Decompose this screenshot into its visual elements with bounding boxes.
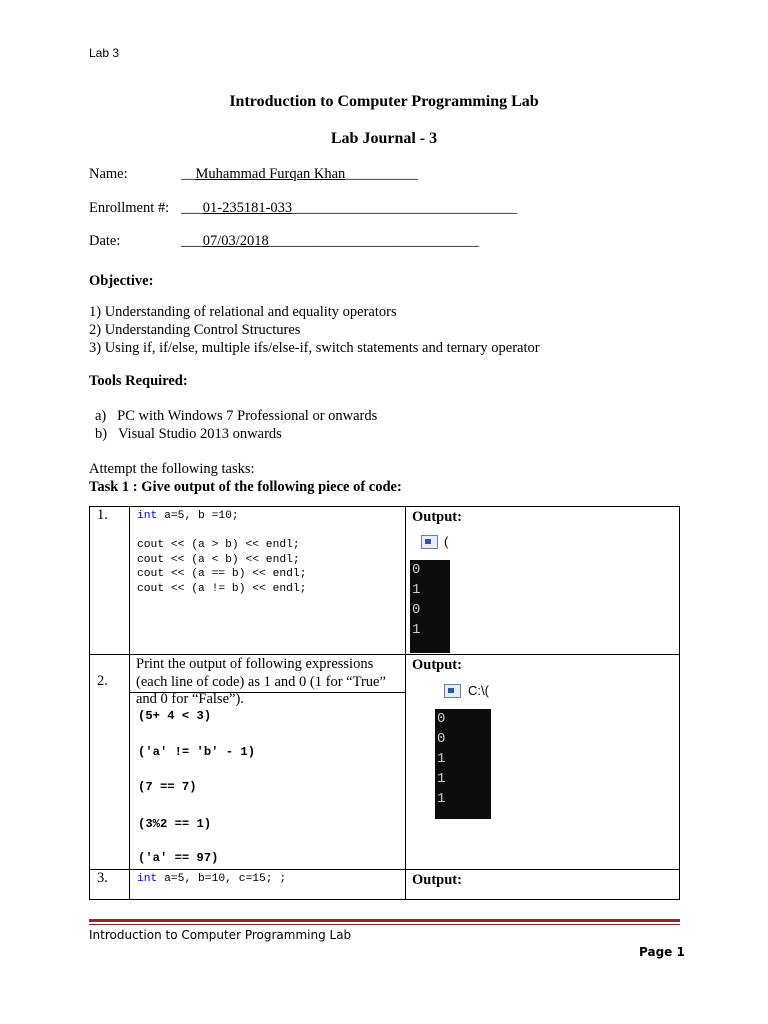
code-line: cout << (a > b) << endl; bbox=[137, 539, 300, 551]
enrollment-suffix: _______________________________ bbox=[292, 200, 517, 216]
task-row-2 bbox=[90, 655, 680, 870]
expression: ('a' != 'b' - 1) bbox=[138, 745, 256, 759]
objective-item: 2) Understanding Control Structures bbox=[89, 322, 301, 338]
tools-item: a) PC with Windows 7 Professional or onwards bbox=[95, 408, 378, 424]
tools-list bbox=[95, 407, 377, 443]
expression: (3%2 == 1) bbox=[138, 817, 212, 831]
footer-divider bbox=[89, 919, 680, 922]
task2-content bbox=[130, 655, 406, 870]
console-line: 0 bbox=[412, 602, 421, 618]
console-line: 1 bbox=[412, 582, 421, 598]
task2-output-cell bbox=[406, 655, 680, 870]
console-line: 1 bbox=[437, 751, 446, 767]
task-row-3 bbox=[90, 870, 680, 900]
output-label: Output: bbox=[412, 657, 462, 673]
task1-heading: Task 1 : Give output of the following piece of code: bbox=[89, 479, 402, 495]
code-line: cout << (a == b) << endl; bbox=[137, 568, 307, 580]
console-title: ( bbox=[444, 534, 449, 549]
console-line: 1 bbox=[437, 791, 446, 807]
console-line: 0 bbox=[437, 731, 446, 747]
tools-item: b) Visual Studio 2013 onwards bbox=[95, 426, 282, 442]
task1-code bbox=[130, 507, 406, 655]
name-suffix: __________ bbox=[345, 166, 418, 182]
output-label: Output: bbox=[412, 509, 462, 525]
date-field bbox=[89, 233, 479, 250]
code-declaration: a=5, b=10, c=15; ; bbox=[157, 873, 287, 885]
console-line: 1 bbox=[412, 622, 421, 638]
code-line: cout << (a != b) << endl; bbox=[137, 582, 307, 595]
header-lab-label: Lab 3 bbox=[89, 46, 120, 60]
console-line: 1 bbox=[437, 771, 446, 787]
code-keyword: int bbox=[137, 873, 158, 885]
output-label: Output: bbox=[412, 872, 462, 888]
footer-divider-thin bbox=[89, 924, 680, 925]
console-title: C:\( bbox=[468, 683, 489, 698]
console-line: 0 bbox=[437, 711, 446, 727]
task3-output-cell bbox=[406, 870, 680, 900]
enrollment-prefix: ___ bbox=[181, 200, 203, 216]
date-value: 07/03/2018 bbox=[202, 233, 269, 249]
task-number: 3. bbox=[90, 870, 130, 900]
task-row-1 bbox=[90, 507, 680, 655]
document-title: Introduction to Computer Programming Lab bbox=[229, 93, 539, 110]
objective-heading: Objective: bbox=[89, 273, 154, 289]
date-prefix: ___ bbox=[181, 233, 203, 249]
console-line: 0 bbox=[412, 562, 421, 578]
attempt-text: Attempt the following tasks: bbox=[89, 461, 255, 477]
tasks-table bbox=[89, 506, 680, 900]
page-number: Page 1 bbox=[639, 945, 685, 959]
description-line: Print the output of following expressions bbox=[136, 656, 374, 672]
console-output bbox=[435, 709, 491, 819]
console-window-icon bbox=[421, 535, 438, 549]
expression: (7 == 7) bbox=[138, 780, 197, 794]
name-value: Muhammad Furqan Khan bbox=[195, 166, 346, 182]
task2-description bbox=[130, 655, 405, 707]
console-window-icon bbox=[444, 684, 461, 698]
name-field bbox=[89, 166, 418, 183]
objective-item: 1) Understanding of relational and equality operators bbox=[89, 304, 397, 320]
date-label: Date: bbox=[89, 233, 121, 249]
task-number: 2. bbox=[90, 655, 130, 870]
code-keyword: int bbox=[137, 510, 158, 522]
task-number: 1. bbox=[90, 507, 130, 655]
enrollment-label: Enrollment #: bbox=[89, 200, 170, 216]
footer-text: Introduction to Computer Programming Lab bbox=[89, 928, 352, 942]
name-prefix: __ bbox=[181, 166, 196, 182]
tools-heading: Tools Required: bbox=[89, 373, 188, 389]
task3-code bbox=[130, 870, 406, 900]
enrollment-value: 01-235181-033 bbox=[202, 200, 293, 216]
description-line: (each line of code) as 1 and 0 (1 for “True” bbox=[136, 673, 386, 690]
document-subtitle: Lab Journal - 3 bbox=[330, 130, 438, 147]
description-line: and 0 for “False”). bbox=[136, 691, 244, 707]
expression: ('a' == 97) bbox=[138, 851, 219, 865]
code-declaration: a=5, b =10; bbox=[157, 510, 239, 522]
enrollment-field bbox=[89, 200, 517, 217]
name-label: Name: bbox=[89, 166, 128, 182]
code-line: cout << (a < b) << endl; bbox=[137, 553, 300, 566]
task1-output-cell bbox=[406, 507, 680, 655]
date-suffix: _____________________________ bbox=[268, 233, 480, 249]
expression: (5+ 4 < 3) bbox=[138, 709, 212, 723]
objective-list bbox=[89, 303, 540, 357]
console-output bbox=[410, 560, 450, 653]
objective-item: 3) Using if, if/else, multiple ifs/else-if, switch statements and ternary operator bbox=[89, 340, 540, 356]
